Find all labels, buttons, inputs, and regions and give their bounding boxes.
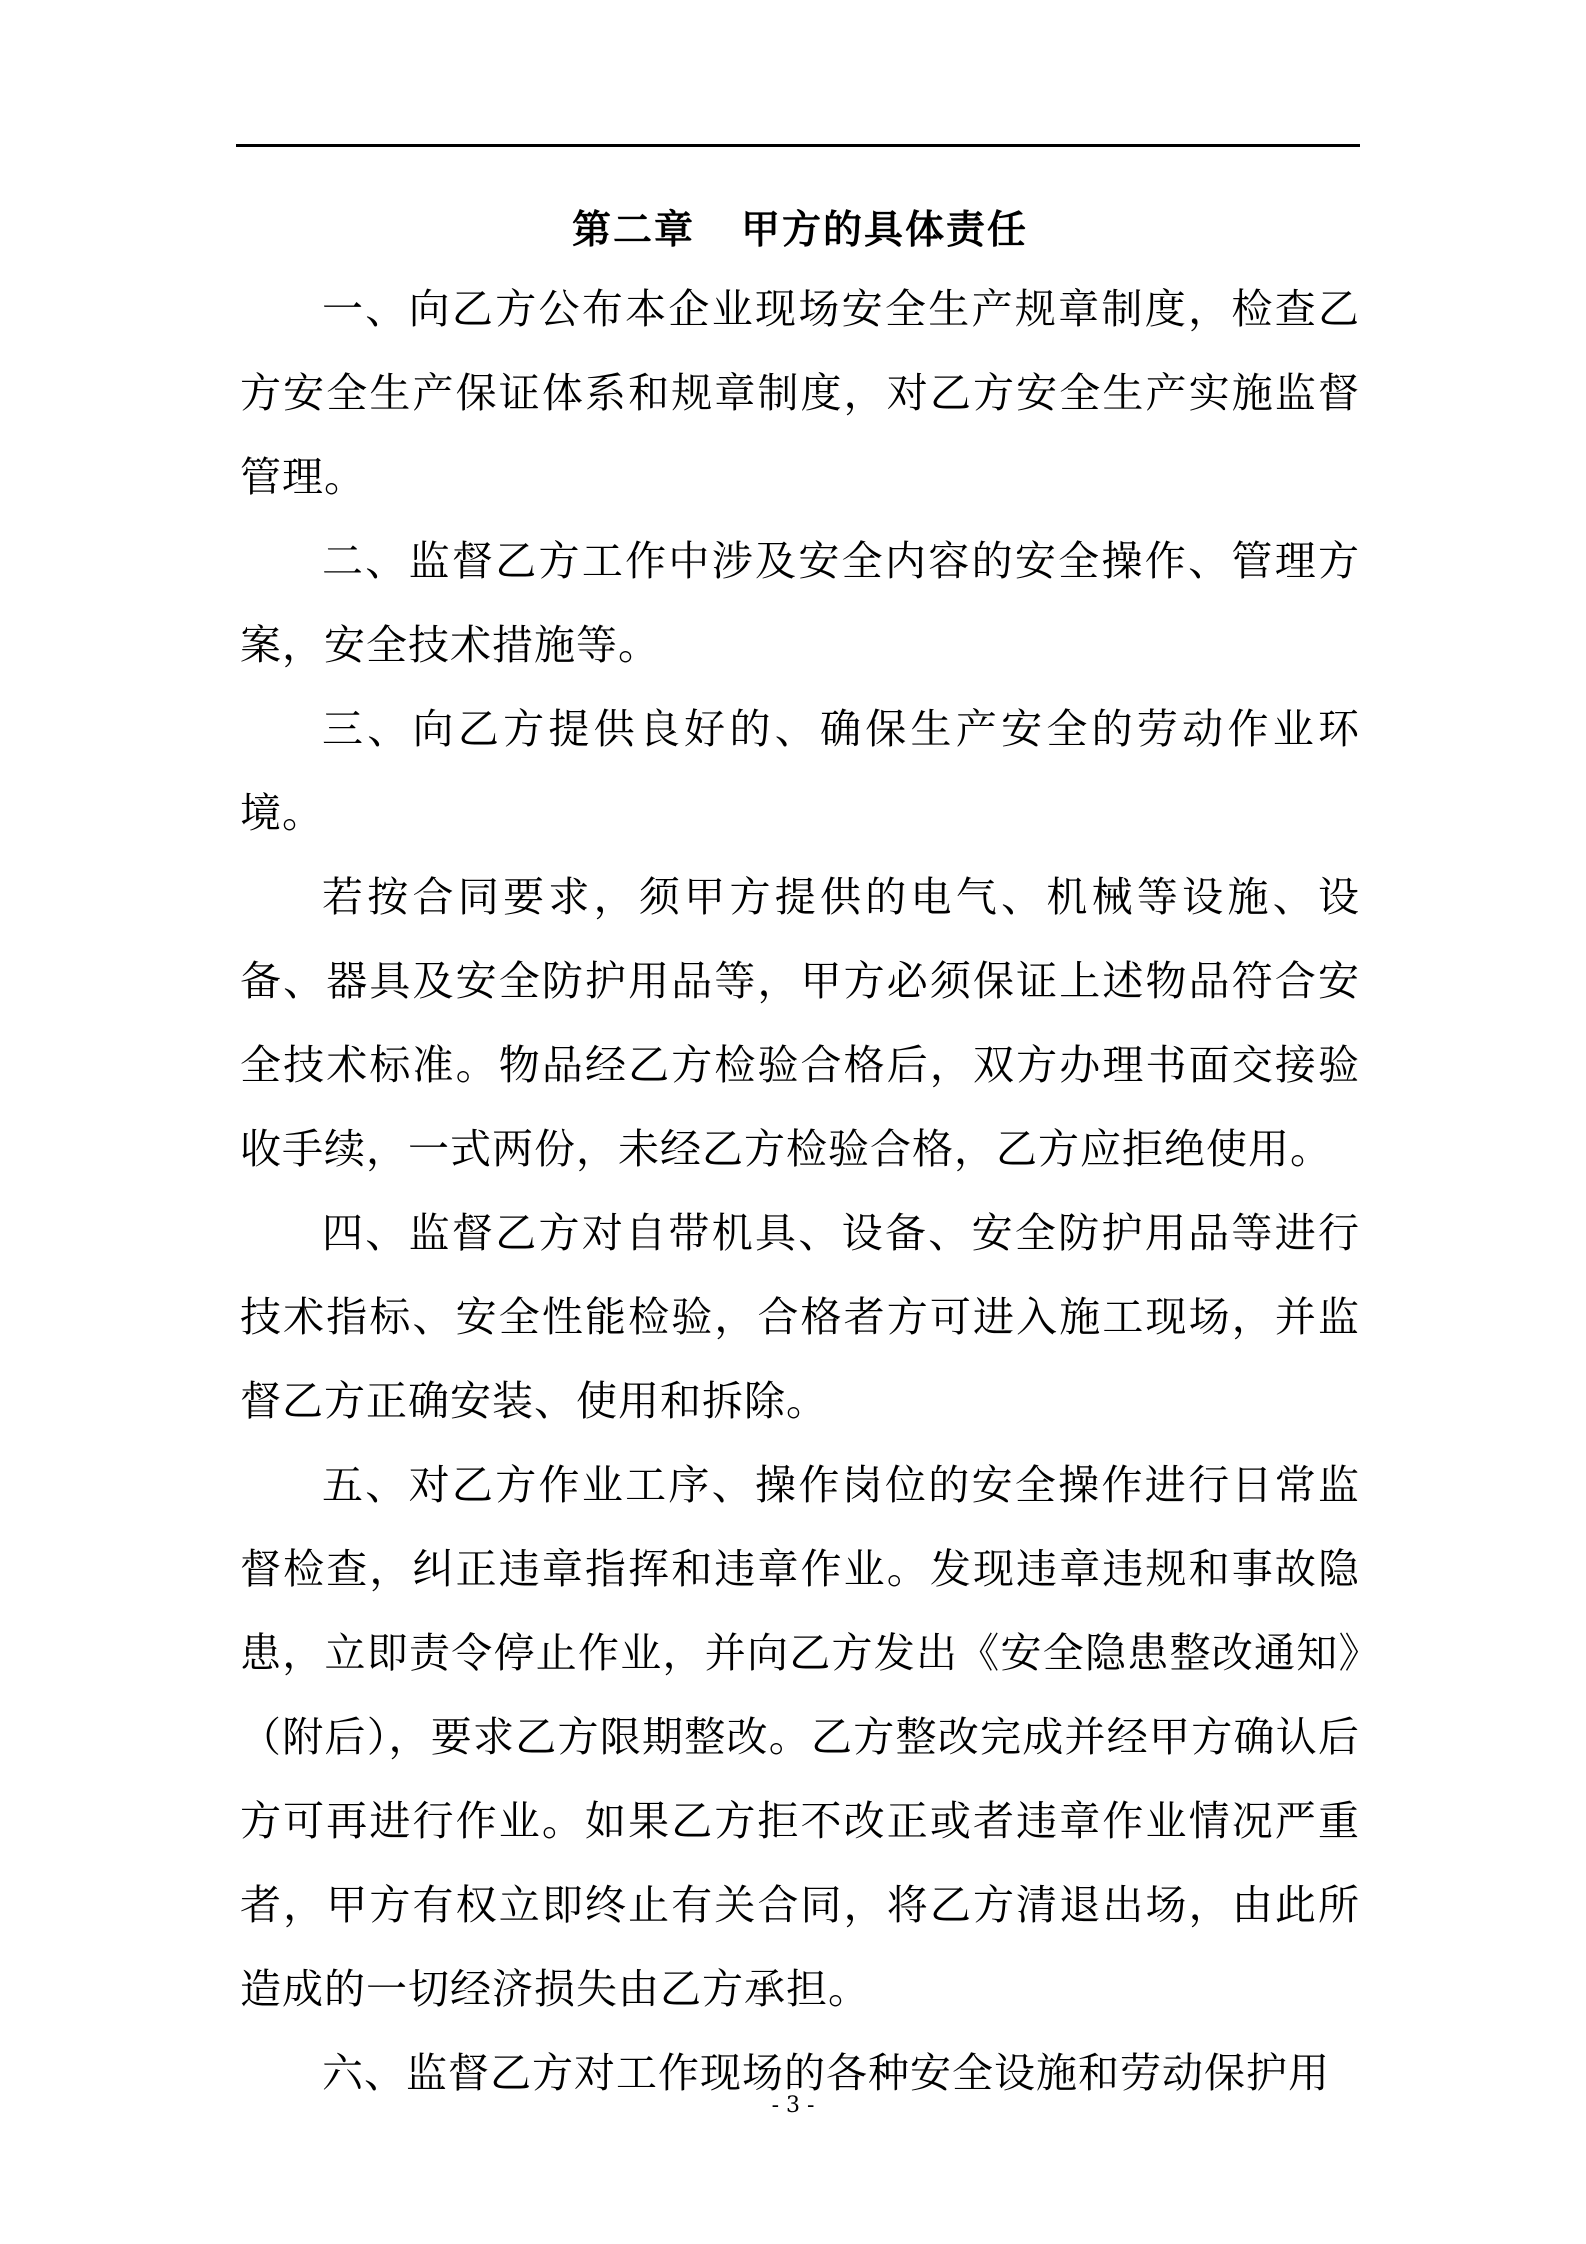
paragraph-4: 若按合同要求，须甲方提供的电气、机械等设施、设备、器具及安全防护用品等，甲方必须保证上述物品符合安全技术标准。物品经乙方检验合格后，双方办理书面交接验收手续，一式两份，未经乙方检验合格，乙方应拒绝使用。 [240,873,1360,1173]
paragraph-2: 二、监督乙方工作中涉及安全内容的安全操作、管理方案，安全技术措施等。 [240,537,1360,669]
paragraph-6: 五、对乙方作业工序、操作岗位的安全操作进行日常监督检查，纠正违章指挥和违章作业。发现违章违规和事故隐患，立即责令停止作业，并向乙方发出《安全隐患整改通知》（附后），要求乙方限期整改。乙方整改完成并经甲方确认后方可再进行作业。如果乙方拒不改正或者违章作业情况严重者，甲方有权立即终止有关合同，将乙方清退出场，由此所造成的一切经济损失由乙方承担。 [240,1461,1360,2013]
header-rule [236,144,1360,147]
chapter-title [240,203,1360,259]
chapter-heading: 甲方的具体责任 [741,208,1029,253]
paragraph-1: 一、向乙方公布本企业现场安全生产规章制度，检查乙方安全生产保证体系和规章制度，对乙方安全生产实施监督管理。 [240,285,1360,501]
paragraph-5: 四、监督乙方对自带机具、设备、安全防护用品等进行技术指标、安全性能检验，合格者方可进入施工现场，并监督乙方正确安装、使用和拆除。 [240,1209,1360,1425]
page-number: - 3 - [771,2093,815,2118]
paragraph-7: 六、监督乙方对工作现场的各种安全设施和劳动保护用 [322,2049,1330,2097]
chapter-number: 第二章 [571,208,695,253]
document-body [240,175,1360,2115]
paragraph-3: 三、向乙方提供良好的、确保生产安全的劳动作业环境。 [240,705,1360,837]
